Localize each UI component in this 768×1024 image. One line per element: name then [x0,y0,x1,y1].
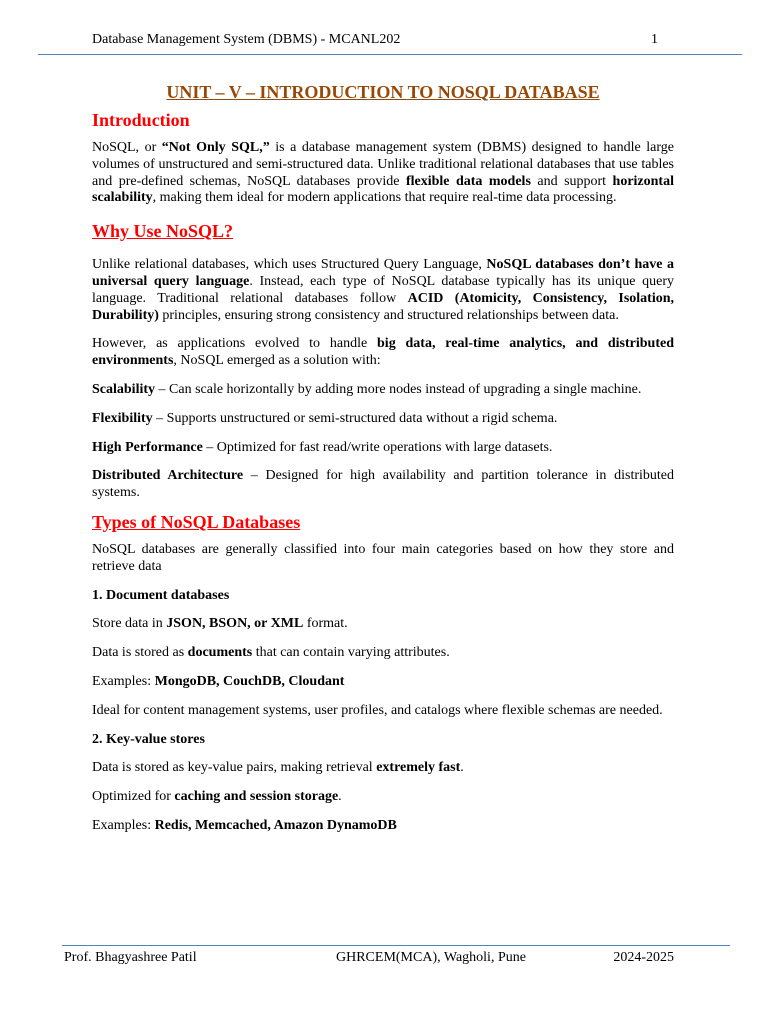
footer-author: Prof. Bhagyashree Patil [64,950,197,965]
introduction-heading: Introduction [92,110,190,130]
why-nosql-heading: Why Use NoSQL? [92,221,234,242]
types-intro: NoSQL databases are generally classified into four main categories based on how they store and retrieve data [92,541,674,574]
header-title: Database Management System (DBMS) - MCANL202 [92,32,401,47]
page-header [92,31,658,49]
benefit-performance: High Performance – Optimized for fast read/write operations with large datasets. [92,439,553,455]
key-value-optimized: Optimized for caching and session storage. [92,789,342,805]
footer-year: 2024-2025 [613,950,674,965]
footer-institution: GHRCEM(MCA), Wagholi, Pune [336,950,526,965]
document-db-format: Store data in JSON, BSON, or XML format. [92,616,348,632]
benefit-distributed: Distributed Architecture – Designed for high availability and partition tolerance in distributed systems. [92,468,674,501]
document-db-examples: Examples: MongoDB, CouchDB, Cloudant [92,673,345,689]
unit-title: UNIT – V – INTRODUCTION TO NOSQL DATABASE [166,82,600,102]
types-heading: Types of NoSQL Databases [92,511,301,532]
key-value-examples: Examples: Redis, Memcached, Amazon DynamoDB [92,817,397,833]
document-db-heading: 1. Document databases [92,587,230,603]
key-value-storage: Data is stored as key-value pairs, making retrieval extremely fast. [92,760,464,776]
why-paragraph-1: Unlike relational databases, which uses Structured Query Language, NoSQL databases don’t have a universal query language. Instead, each type of NoSQL database typically has its unique query language. Traditional relational databases follow ACID (Atomicity, Consistency, Isolation, Durability) principles, ensuring strong consistency and structured relationships between data. [92,257,675,323]
why-paragraph-2: However, as applications evolved to handle big data, real-time analytics, and distributed environments, NoSQL emerged as a solution with: [92,336,674,369]
document-db-storage: Data is stored as documents that can contain varying attributes. [92,645,450,661]
header-divider [38,54,742,55]
page-number: 1 [651,32,658,47]
document-db-use-cases: Ideal for content management systems, user profiles, and catalogs where flexible schemas are needed. [92,702,663,718]
introduction-paragraph: NoSQL, or “Not Only SQL,” is a database management system (DBMS) designed to handle large volumes of unstructured and semi-structured data. Unlike traditional relational databases that use tables and pre-defined schemas, NoSQL databases provide flexible data models and support horizontal scalability, making them ideal for modern applications that require real-time data processing. [92,140,674,206]
benefit-flexibility: Flexibility – Supports unstructured or semi-structured data without a rigid schema. [92,410,558,426]
benefit-scalability: Scalability – Can scale horizontally by adding more nodes instead of upgrading a single machine. [92,381,642,397]
footer-divider [62,945,730,946]
document-body [92,80,674,847]
key-value-heading: 2. Key-value stores [92,731,205,747]
